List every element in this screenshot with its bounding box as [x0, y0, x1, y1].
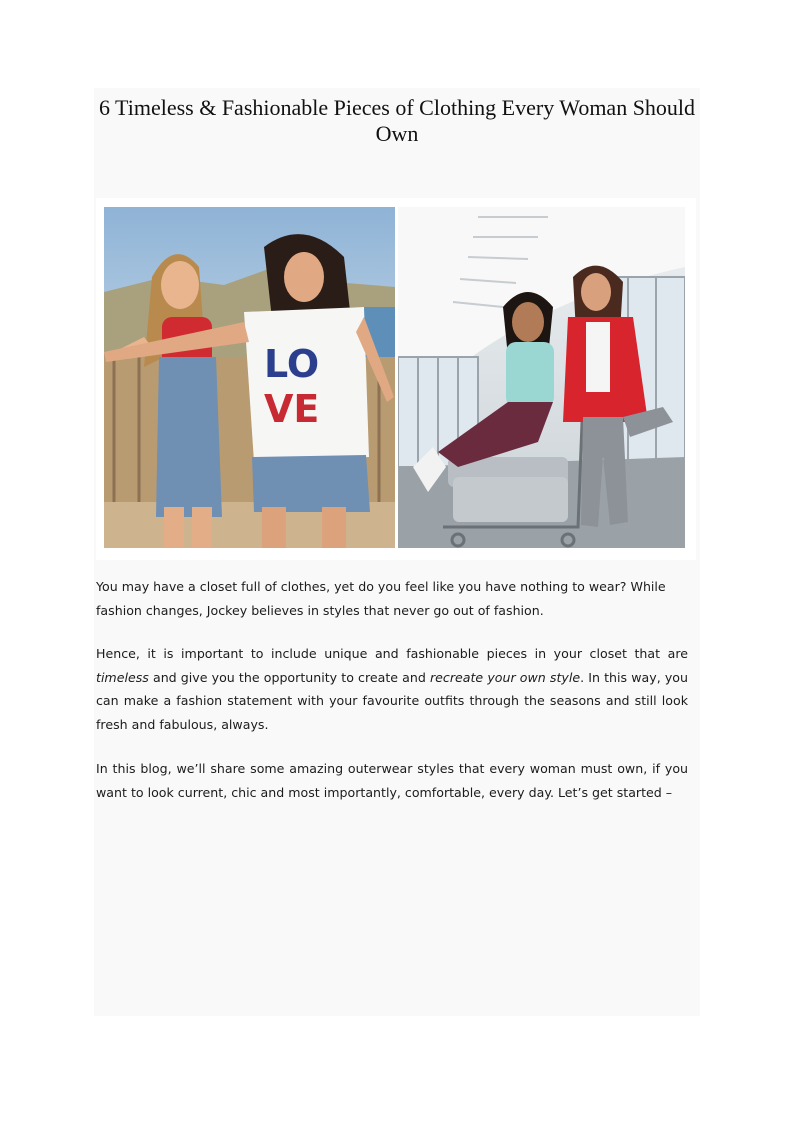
closet-paragraph — [96, 642, 688, 736]
closet-paragraph-part-1: Hence, it is important to include unique and fashionable pieces in your closet that are — [96, 646, 688, 661]
emphasis-recreate-style: recreate your own style — [430, 669, 581, 685]
photo-airport-friends — [398, 207, 685, 548]
hero-image — [96, 198, 696, 560]
article-title: 6 Timeless & Fashionable Pieces of Clothing Every Woman Should Own — [98, 95, 696, 146]
closet-paragraph-part-2: and give you the opportunity to create and — [148, 669, 430, 685]
emphasis-timeless: timeless — [96, 669, 149, 685]
intro-paragraph: You may have a closet full of clothes, yet do you feel like you have nothing to wear? While fashion changes, Jockey believes in styles that never go out of fashion. — [96, 579, 666, 618]
blog-intro-paragraph: In this blog, we’ll share some amazing outerwear styles that every woman must own, if you want to look current, chic and most importantly, comfortable, every day. Let’s get started – — [96, 761, 688, 800]
svg-text:VE: VE — [264, 387, 320, 431]
closet-paragraph-part-3: . In this way, you can make a fashion statement with your favourite outfits through the seasons and still look fresh and fabulous, always. — [96, 669, 688, 732]
svg-text:LO: LO — [264, 342, 320, 386]
photo-beach-friends — [104, 207, 395, 548]
